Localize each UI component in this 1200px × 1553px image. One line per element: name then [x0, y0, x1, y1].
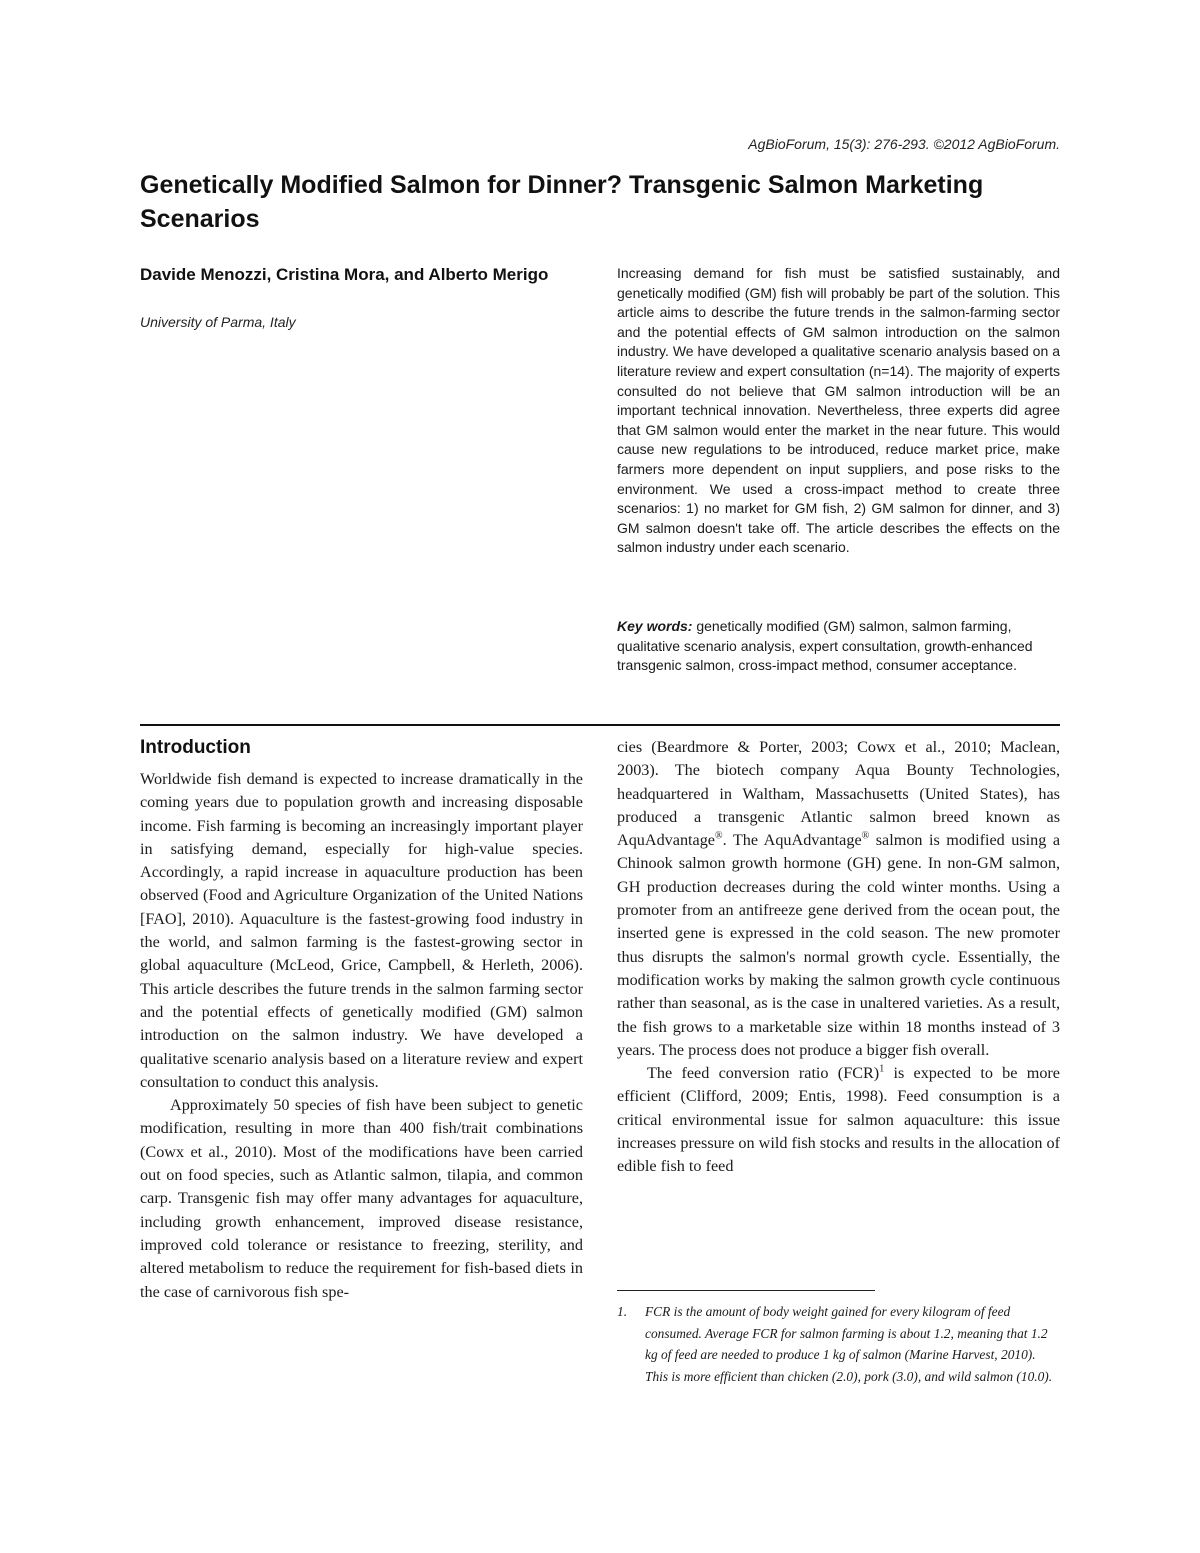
footnote [617, 1301, 1060, 1387]
body-paragraph [617, 736, 1060, 1062]
keywords [617, 617, 1060, 676]
text-run: cies (Beardmore & Porter, 2003; Cowx et al., 2010; Maclean, 2003). The biotech company Aqua Bounty Technologies, headquartered in Waltham, Massachusetts (United States), has produced a transgenic Atlantic salmon breed known as AquAdvantage [617, 738, 1060, 850]
section-heading-introduction: Introduction [140, 737, 251, 758]
registered-mark: ® [861, 830, 870, 842]
text-run: The feed conversion ratio (FCR) [647, 1064, 880, 1083]
footnote-text: FCR is the amount of body weight gained for every kilogram of feed consumed. Average FCR for salmon farming is about 1.2, meaning that 1.2 kg of feed are needed to produce 1 kg of salmon (Marine Harvest, 2010). This is more efficient than chicken (2.0), pork (3.0), and wild salmon (10.0). [645, 1304, 1053, 1384]
body-paragraph: Worldwide fish demand is expected to increase dramatically in the coming years due to population growth and increasing disposable income. Fish farming is becoming an increasingly important player in satisfying demand, especially for high-value species. Accordingly, a rapid increase in aquaculture production has been observed (Food and Agriculture Organization of the United Nations [FAO], 2010). Aquaculture is the fastest-growing food industry in the world, and salmon farming is the fastest-growing sector in global aquaculture (McLeod, Grice, Campbell, & Herleth, 2006). This article describes the future trends in the salmon farming sector and the potential effects of genetically modified (GM) salmon introduction on the salmon industry. We have developed a qualitative scenario analysis based on a literature review and expert consultation to conduct this analysis. [140, 770, 583, 1091]
text-run: salmon is modified using a Chinook salmon growth hormone (GH) gene. In non-GM salmon, GH production decreases during the cold winter months. Using a promoter from an antifreeze gene derived from the ocean pout, the inserted gene is expressed in the cold season. The new promoter thus disrupts the salmon's normal growth cycle. Essentially, the modification works by making the salmon growth cycle continuous rather than seasonal, as is the case in unaltered varieties. As a result, the fish grows to a marketable size within 18 months instead of 3 years. The process does not produce a bigger fish overall. [617, 831, 1061, 1059]
body-paragraph [617, 1062, 1060, 1178]
abstract: Increasing demand for fish must be satisfied sustainably, and genetically modified (GM) fish will probably be part of the solution. This article aims to describe the future trends in the salmon-farming sector and the potential effects of GM salmon introduction on the salmon industry. We have developed a qualitative scenario analysis based on a literature review and expert consultation (n=14). The majority of experts consulted do not believe that GM salmon introduction will be an important technical innovation. Nevertheless, three experts did agree that GM salmon would enter the market in the near future. This would cause new regulations to be introduced, reduce market price, make farmers more dependent on input suppliers, and pose risks to the environment. We used a cross-impact method to create three scenarios: 1) no market for GM fish, 2) GM salmon for dinner, and 3) GM salmon doesn't take off. The article describes the effects on the salmon industry under each scenario. [617, 265, 1060, 556]
footnote-divider [617, 1290, 875, 1291]
paper-title: Genetically Modified Salmon for Dinner? Transgenic Salmon Marketing Scenarios [140, 171, 984, 233]
footnote-number: 1. [617, 1304, 628, 1319]
text-run: is expected to be more efficient (Clifford, 2009; Entis, 1998). Feed consumption is a critical environmental issue for salmon aquaculture: this issue increases pressure on wild fish stocks and results in the allocation of edible fish to feed [617, 1064, 1060, 1176]
text-run: . The AquAdvantage [722, 831, 862, 850]
body-column-left [140, 734, 583, 1304]
registered-mark: ® [715, 830, 723, 842]
keywords-label: Key words: [617, 618, 693, 634]
footnote-reference[interactable]: 1 [879, 1063, 885, 1075]
body-column-right [617, 736, 1060, 1179]
section-divider [140, 724, 1060, 726]
running-head: AgBioForum, 15(3): 276-293. ©2012 AgBioForum. [748, 136, 1060, 152]
keywords-text: genetically modified (GM) salmon, salmon farming, qualitative scenario analysis, expert consultation, growth-enhanced transgenic salmon, cross-impact method, consumer acceptance. [617, 618, 1033, 674]
affiliation: University of Parma, Italy [140, 314, 296, 330]
body-paragraph: Approximately 50 species of fish have been subject to genetic modification, resulting in more than 400 fish/trait combinations (Cowx et al., 2010). Most of the modifications have been carried out on food species, such as Atlantic salmon, tilapia, and common carp. Transgenic fish may offer many advantages for aquaculture, including growth enhancement, improved disease resistance, improved cold tolerance or resistance to freezing, sterility, and altered metabolism to reduce the requirement for fish-based diets in the case of carnivorous fish spe- [140, 1096, 583, 1301]
author-list: Davide Menozzi, Cristina Mora, and Alberto Merigo [140, 265, 549, 284]
